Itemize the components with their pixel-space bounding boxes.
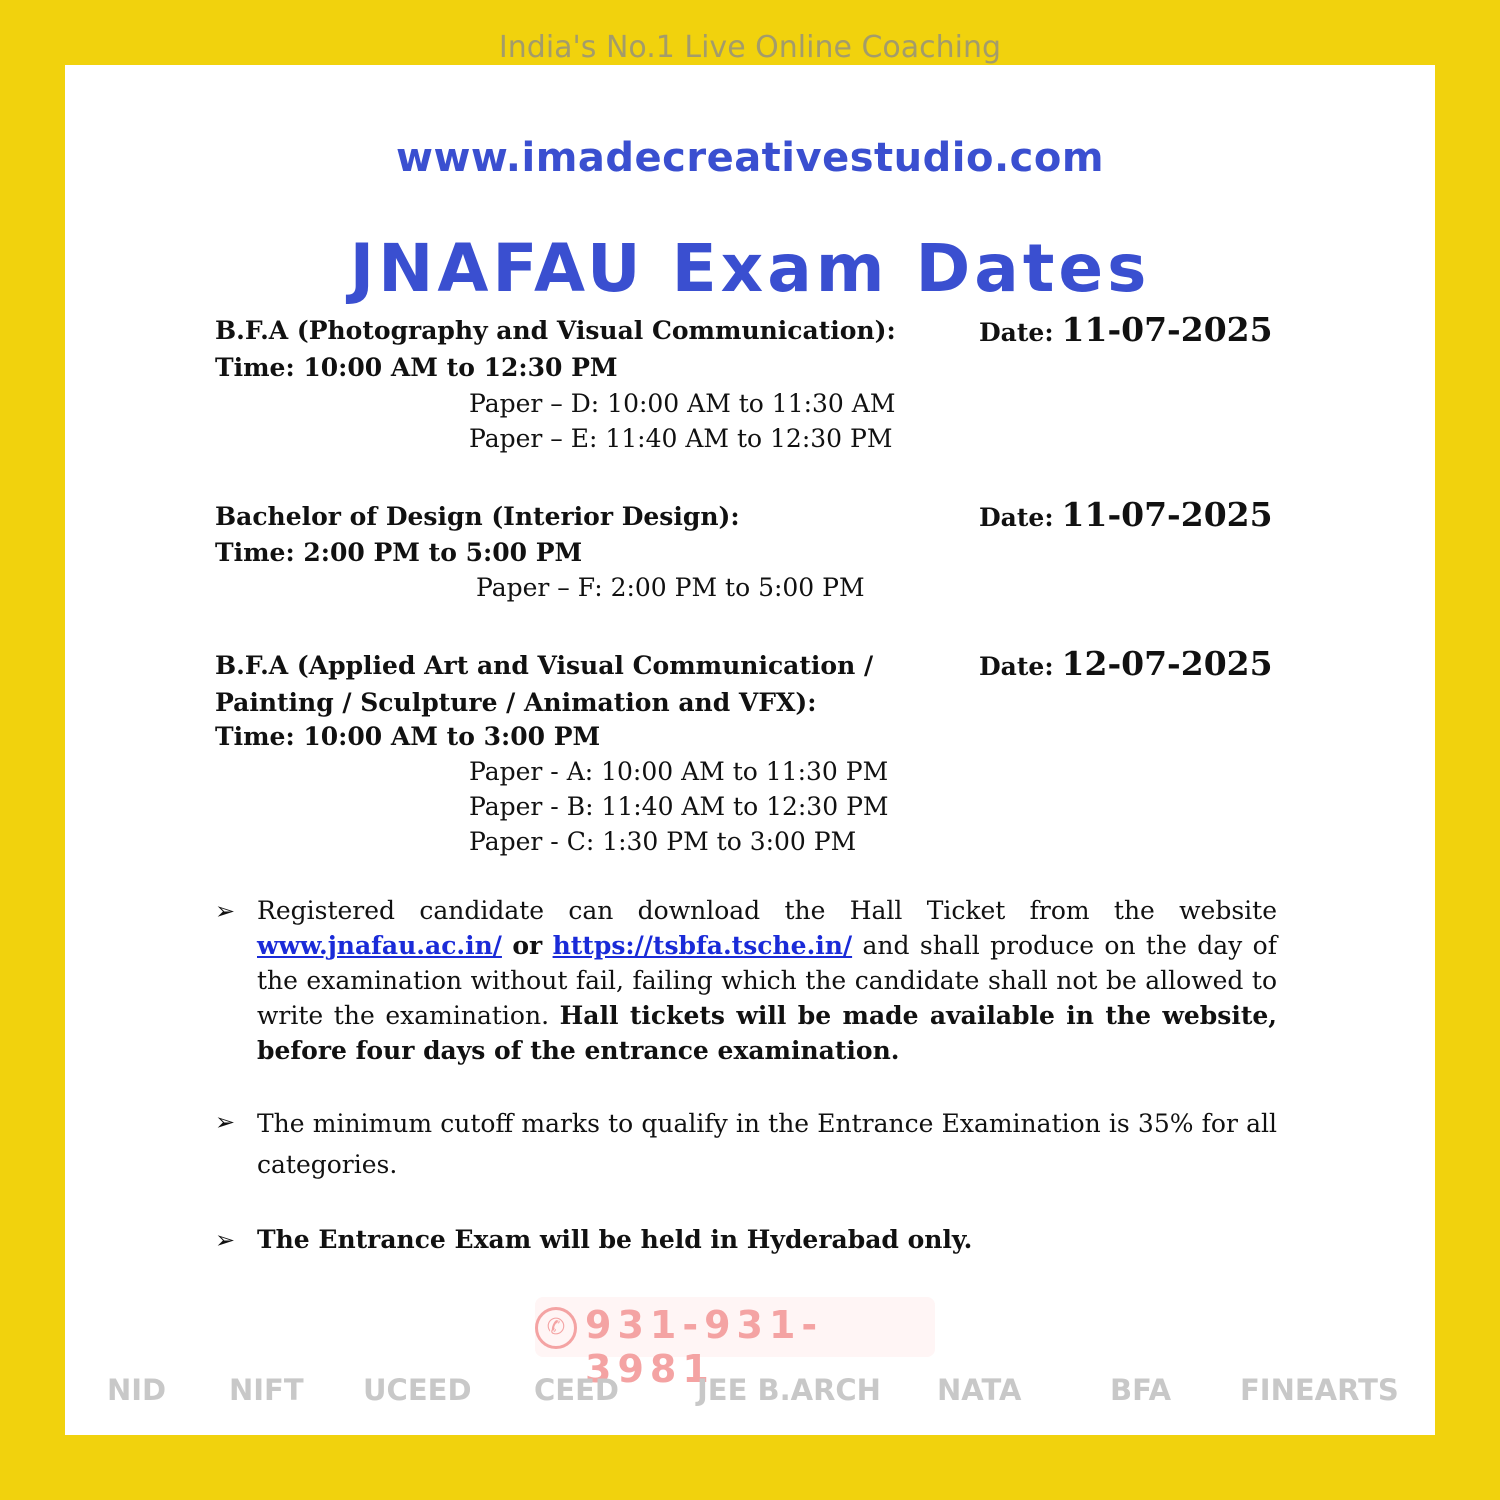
exam-1-name: B.F.A (Photography and Visual Communication): bbox=[215, 316, 896, 345]
date-value: 11-07-2025 bbox=[1061, 310, 1273, 349]
date-value: 11-07-2025 bbox=[1061, 495, 1273, 534]
exam-2-time: Time: 2:00 PM to 5:00 PM bbox=[215, 538, 583, 567]
exam-3-paper-a: Paper - A: 10:00 AM to 11:30 PM bbox=[469, 757, 889, 786]
hall-ticket-bold-text: Hall tickets will be made available in the website, before four days of the entrance examination. bbox=[257, 1001, 1278, 1065]
phone-icon: ✆ bbox=[535, 1307, 577, 1349]
exam-2-paper-f: Paper – F: 2:00 PM to 5:00 PM bbox=[476, 573, 865, 602]
exam-3-paper-b: Paper - B: 11:40 AM to 12:30 PM bbox=[469, 792, 889, 821]
date-value: 12-07-2025 bbox=[1061, 644, 1273, 683]
exam-3-date bbox=[979, 644, 1273, 683]
footer-tag-jee-barch: JEE B.ARCH bbox=[697, 1373, 881, 1407]
exam-1-paper-d: Paper – D: 10:00 AM to 11:30 AM bbox=[469, 389, 896, 418]
jnafau-link[interactable]: www.jnafau.ac.in/ bbox=[257, 931, 502, 960]
hall-ticket-note bbox=[257, 893, 1277, 1068]
date-label: Date: bbox=[979, 318, 1054, 347]
exam-1-paper-e: Paper – E: 11:40 AM to 12:30 PM bbox=[469, 424, 893, 453]
tagline: India's No.1 Live Online Coaching bbox=[498, 30, 1002, 65]
footer-tag-uceed: UCEED bbox=[363, 1373, 472, 1407]
footer-tag-nift: NIFT bbox=[229, 1373, 304, 1407]
exam-1-time: Time: 10:00 AM to 12:30 PM bbox=[215, 353, 618, 382]
phone-number: 931-931-3981 bbox=[585, 1303, 824, 1391]
exam-2-name: Bachelor of Design (Interior Design): bbox=[215, 502, 740, 531]
content-card bbox=[65, 65, 1435, 1435]
footer-tags bbox=[65, 1373, 1435, 1413]
exam-1-date bbox=[979, 310, 1273, 349]
tsbfa-link[interactable]: https://tsbfa.tsche.in/ bbox=[552, 931, 853, 960]
footer-tag-nid: NID bbox=[107, 1373, 167, 1407]
exam-3-name-line-2: Painting / Sculpture / Animation and VFX): bbox=[215, 688, 817, 717]
location-note: The Entrance Exam will be held in Hyderabad only. bbox=[257, 1225, 973, 1254]
date-label: Date: bbox=[979, 503, 1054, 532]
exam-3-paper-c: Paper - C: 1:30 PM to 3:00 PM bbox=[469, 827, 857, 856]
bullet-arrow-icon: ➢ bbox=[215, 1108, 236, 1136]
page-title: JNAFAU Exam Dates bbox=[349, 230, 1151, 307]
hall-ticket-text-1: Registered candidate can download the Hall Ticket from the website bbox=[257, 896, 1277, 925]
footer-tag-ceed: CEED bbox=[534, 1373, 619, 1407]
website-link[interactable]: www.imadecreativestudio.com bbox=[395, 135, 1105, 181]
bullet-arrow-icon: ➢ bbox=[215, 897, 236, 925]
cutoff-note: The minimum cutoff marks to qualify in the Entrance Examination is 35% for all categories. bbox=[257, 1109, 1277, 1179]
exam-3-name-line-1: B.F.A (Applied Art and Visual Communication / bbox=[215, 651, 874, 680]
or-text: or bbox=[512, 931, 543, 960]
footer-tag-finearts: FINEARTS bbox=[1240, 1373, 1399, 1407]
exam-2-date bbox=[979, 495, 1273, 534]
footer-tag-bfa: BFA bbox=[1110, 1373, 1172, 1407]
exam-3-time: Time: 10:00 AM to 3:00 PM bbox=[215, 722, 601, 751]
bullet-arrow-icon: ➢ bbox=[215, 1226, 236, 1254]
footer-tag-nata: NATA bbox=[937, 1373, 1022, 1407]
date-label: Date: bbox=[979, 652, 1054, 681]
hall-ticket-text-2: and shall produce on the day of the examination without fail, failing which the candidate shall not be allowed to write the examination. bbox=[257, 931, 1277, 1030]
